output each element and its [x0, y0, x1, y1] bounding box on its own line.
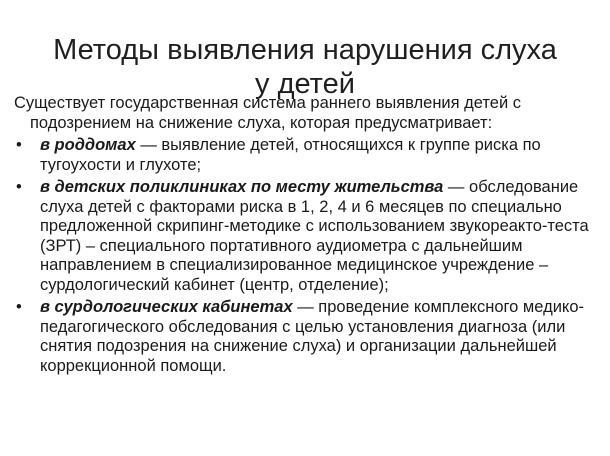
item-term: в детских поликлиниках по месту жительства	[40, 178, 444, 196]
slide-content	[14, 94, 594, 379]
list-item	[14, 178, 594, 295]
list-item	[14, 136, 594, 175]
item-text: — проведение комплексного медико-педагогического обследования с целью установления диагноза (или снятия подозрения на снижение слуха) и организации дальнейшей коррекционной помощи.	[40, 298, 584, 375]
slide-title	[20, 33, 590, 101]
slide-title-line-1: Методы выявления нарушения слуха	[53, 34, 557, 67]
item-term: в роддомах	[40, 136, 136, 154]
item-text: — выявление детей, относящихся к группе риска по тугоухости и глухоте;	[40, 136, 541, 174]
list-item	[14, 298, 594, 376]
bullet-list	[14, 136, 594, 376]
bullet-icon: •	[16, 136, 22, 154]
slide-title-line-2: у детей	[255, 68, 355, 101]
item-term: в сурдологических кабинетах	[40, 298, 293, 316]
item-text: — обследование слуха детей с факторами риска в 1, 2, 4 и 6 месяцев по специально предложенной скрипинг-методике с использованием звукореакто-теста (ЗРТ) – специального портативного аудиометра с дальнейшим направлением в специализированное медицинское учреждение – сурдологический кабинет (центр, отделение);	[40, 178, 589, 294]
bullet-icon: •	[16, 298, 22, 316]
intro-paragraph: Существует государственная система раннего выявления детей с подозрением на снижение слуха, которая предусматривает:	[14, 94, 522, 132]
bullet-icon: •	[16, 178, 22, 196]
